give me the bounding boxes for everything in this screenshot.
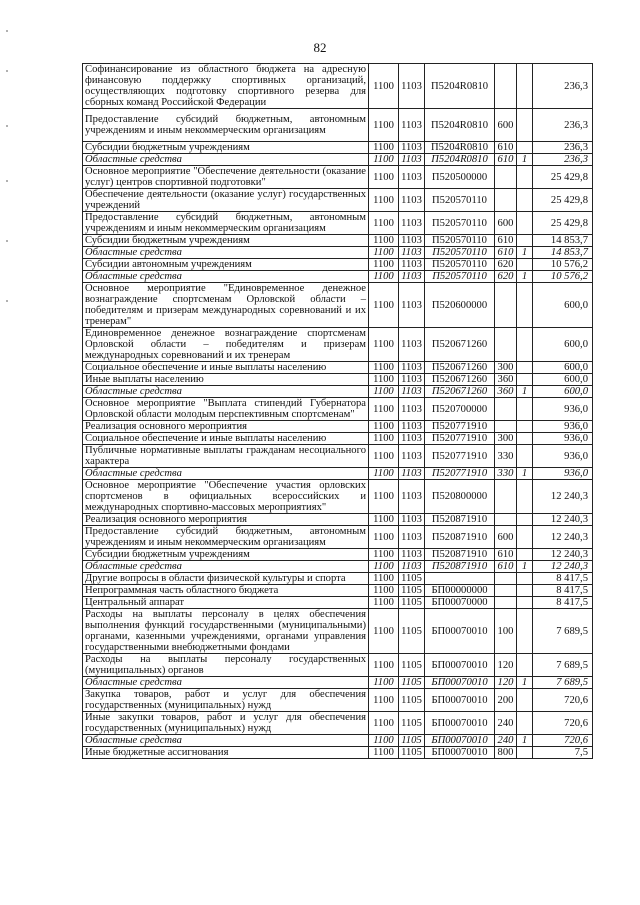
funding-source-code: 1 (517, 271, 533, 283)
subsection-code: 1103 (399, 259, 425, 271)
table-row (83, 259, 593, 271)
target-article-code (425, 573, 495, 585)
target-article-code: П520671260 (425, 328, 495, 362)
funding-source-code (517, 374, 533, 386)
section-code: 1100 (369, 166, 399, 189)
amount: 10 576,2 (533, 259, 593, 271)
amount: 7 689,5 (533, 677, 593, 689)
subsection-code: 1105 (399, 597, 425, 609)
subsection-code: 1105 (399, 654, 425, 677)
subsection-code: 1103 (399, 398, 425, 421)
target-article-code: П520771910 (425, 445, 495, 468)
expense-type-code: 360 (495, 386, 517, 398)
expense-type-code: 610 (495, 154, 517, 166)
row-name: Областные средства (83, 271, 369, 283)
expense-type-code: 610 (495, 142, 517, 154)
funding-source-code: 1 (517, 561, 533, 573)
funding-source-code (517, 549, 533, 561)
section-code: 1100 (369, 735, 399, 747)
expense-type-code (495, 597, 517, 609)
funding-source-code (517, 189, 533, 212)
table-row (83, 597, 593, 609)
section-code: 1100 (369, 212, 399, 235)
subsection-code: 1103 (399, 283, 425, 328)
section-code: 1100 (369, 362, 399, 374)
row-name: Областные средства (83, 247, 369, 259)
page-number: 82 (313, 40, 327, 55)
table-row (83, 468, 593, 480)
section-code: 1100 (369, 328, 399, 362)
row-name: Социальное обеспечение и иные выплаты населению (83, 433, 369, 445)
funding-source-code (517, 445, 533, 468)
amount: 12 240,3 (533, 526, 593, 549)
funding-source-code (517, 64, 533, 109)
amount: 8 417,5 (533, 573, 593, 585)
section-code: 1100 (369, 235, 399, 247)
section-code: 1100 (369, 747, 399, 759)
funding-source-code (517, 235, 533, 247)
target-article-code: П520771910 (425, 421, 495, 433)
section-code: 1100 (369, 689, 399, 712)
funding-source-code (517, 747, 533, 759)
amount: 720,6 (533, 712, 593, 735)
subsection-code: 1103 (399, 212, 425, 235)
section-code: 1100 (369, 374, 399, 386)
amount: 12 240,3 (533, 480, 593, 514)
target-article-code: П520871910 (425, 514, 495, 526)
table-row (83, 526, 593, 549)
target-article-code: П520671260 (425, 386, 495, 398)
section-code: 1100 (369, 386, 399, 398)
row-name: Областные средства (83, 154, 369, 166)
funding-source-code (517, 259, 533, 271)
expense-type-code: 610 (495, 247, 517, 259)
target-article-code: П5204R0810 (425, 64, 495, 109)
funding-source-code: 1 (517, 677, 533, 689)
row-name: Расходы на выплаты персоналу государственных (муниципальных) органов (83, 654, 369, 677)
subsection-code: 1105 (399, 573, 425, 585)
table-row (83, 235, 593, 247)
subsection-code: 1103 (399, 247, 425, 259)
target-article-code: П520570110 (425, 247, 495, 259)
section-code: 1100 (369, 468, 399, 480)
row-name: Софинансирование из областного бюджета на адресную финансовую поддержку спортивных организаций, осуществляющих подготовку спортивного резерва для сборных команд Российской Федерации (83, 64, 369, 109)
expense-type-code: 360 (495, 374, 517, 386)
target-article-code: БП00070010 (425, 747, 495, 759)
section-code: 1100 (369, 271, 399, 283)
subsection-code: 1103 (399, 468, 425, 480)
table-row (83, 514, 593, 526)
target-article-code: БП00070010 (425, 677, 495, 689)
amount: 25 429,8 (533, 212, 593, 235)
funding-source-code (517, 398, 533, 421)
table-row (83, 654, 593, 677)
target-article-code: П520570110 (425, 235, 495, 247)
amount: 14 853,7 (533, 235, 593, 247)
amount: 600,0 (533, 374, 593, 386)
section-code: 1100 (369, 549, 399, 561)
target-article-code: БП00070000 (425, 597, 495, 609)
expense-type-code: 800 (495, 747, 517, 759)
funding-source-code (517, 142, 533, 154)
target-article-code: БП00070010 (425, 609, 495, 654)
row-name: Иные выплаты населению (83, 374, 369, 386)
table-row (83, 689, 593, 712)
section-code: 1100 (369, 247, 399, 259)
row-name: Иные бюджетные ассигнования (83, 747, 369, 759)
row-name: Расходы на выплаты персоналу в целях обеспечения выполнения функций государственными (муниципальными) органами, казенными учреждениями, органами управления государственными внебюджетными фондами (83, 609, 369, 654)
funding-source-code (517, 433, 533, 445)
funding-source-code (517, 480, 533, 514)
table-row (83, 433, 593, 445)
target-article-code: БП00070010 (425, 654, 495, 677)
section-code: 1100 (369, 398, 399, 421)
table-row (83, 445, 593, 468)
table-row (83, 212, 593, 235)
expense-type-code: 200 (495, 689, 517, 712)
row-name: Предоставление субсидий бюджетным, автономным учреждениям и иным некоммерческим организациям (83, 109, 369, 142)
expense-type-code: 240 (495, 712, 517, 735)
funding-source-code (517, 166, 533, 189)
table-row (83, 480, 593, 514)
section-code: 1100 (369, 526, 399, 549)
funding-source-code: 1 (517, 154, 533, 166)
amount: 7,5 (533, 747, 593, 759)
target-article-code: П5204R0810 (425, 109, 495, 142)
row-name: Реализация основного мероприятия (83, 421, 369, 433)
row-name: Предоставление субсидий бюджетным, автономным учреждениям и иным некоммерческим организациям (83, 212, 369, 235)
subsection-code: 1105 (399, 609, 425, 654)
table-row (83, 386, 593, 398)
amount: 10 576,2 (533, 271, 593, 283)
target-article-code: БП00000000 (425, 585, 495, 597)
amount: 236,3 (533, 64, 593, 109)
table-row (83, 271, 593, 283)
expense-type-code (495, 585, 517, 597)
amount: 236,3 (533, 154, 593, 166)
expense-type-code: 600 (495, 526, 517, 549)
funding-source-code (517, 283, 533, 328)
amount: 7 689,5 (533, 654, 593, 677)
target-article-code: П520871910 (425, 526, 495, 549)
funding-source-code (517, 526, 533, 549)
row-name: Областные средства (83, 386, 369, 398)
row-name: Субсидии бюджетным учреждениям (83, 235, 369, 247)
table-row (83, 421, 593, 433)
row-name: Областные средства (83, 468, 369, 480)
row-name: Предоставление субсидий бюджетным, автономным учреждениям и иным некоммерческим организациям (83, 526, 369, 549)
row-name: Основное мероприятие "Выплата стипендий Губернатора Орловской области молодым перспективным спортсменам" (83, 398, 369, 421)
amount: 12 240,3 (533, 549, 593, 561)
target-article-code: П520500000 (425, 166, 495, 189)
subsection-code: 1103 (399, 549, 425, 561)
table-row (83, 283, 593, 328)
expense-type-code: 610 (495, 561, 517, 573)
subsection-code: 1103 (399, 374, 425, 386)
table-row (83, 561, 593, 573)
funding-source-code (517, 514, 533, 526)
table-row (83, 398, 593, 421)
row-name: Социальное обеспечение и иные выплаты населению (83, 362, 369, 374)
row-name: Областные средства (83, 735, 369, 747)
expense-type-code (495, 328, 517, 362)
section-code: 1100 (369, 421, 399, 433)
target-article-code: П520771910 (425, 433, 495, 445)
amount: 600,0 (533, 283, 593, 328)
funding-source-code: 1 (517, 386, 533, 398)
table-row (83, 64, 593, 109)
subsection-code: 1103 (399, 166, 425, 189)
table-row (83, 573, 593, 585)
amount: 14 853,7 (533, 247, 593, 259)
target-article-code: П520871910 (425, 561, 495, 573)
section-code: 1100 (369, 109, 399, 142)
table-row (83, 189, 593, 212)
row-name: Областные средства (83, 677, 369, 689)
funding-source-code (517, 585, 533, 597)
expense-type-code (495, 166, 517, 189)
subsection-code: 1105 (399, 712, 425, 735)
subsection-code: 1103 (399, 561, 425, 573)
funding-source-code (517, 597, 533, 609)
funding-source-code (517, 609, 533, 654)
amount: 720,6 (533, 689, 593, 712)
amount: 8 417,5 (533, 585, 593, 597)
expense-type-code (495, 398, 517, 421)
table-row (83, 747, 593, 759)
subsection-code: 1103 (399, 514, 425, 526)
row-name: Закупка товаров, работ и услуг для обеспечения государственных (муниципальных) нужд (83, 689, 369, 712)
section-code: 1100 (369, 597, 399, 609)
section-code: 1100 (369, 573, 399, 585)
subsection-code: 1103 (399, 142, 425, 154)
row-name: Обеспечение деятельности (оказание услуг) государственных учреждений (83, 189, 369, 212)
table-row (83, 609, 593, 654)
section-code: 1100 (369, 480, 399, 514)
row-name: Областные средства (83, 561, 369, 573)
section-code: 1100 (369, 585, 399, 597)
expense-type-code: 120 (495, 654, 517, 677)
section-code: 1100 (369, 445, 399, 468)
target-article-code: П520570110 (425, 271, 495, 283)
target-article-code: П520671260 (425, 362, 495, 374)
subsection-code: 1103 (399, 433, 425, 445)
amount: 12 240,3 (533, 561, 593, 573)
row-name: Непрограммная часть областного бюджета (83, 585, 369, 597)
funding-source-code: 1 (517, 735, 533, 747)
section-code: 1100 (369, 154, 399, 166)
section-code: 1100 (369, 283, 399, 328)
subsection-code: 1105 (399, 689, 425, 712)
table-row (83, 166, 593, 189)
expense-type-code: 240 (495, 735, 517, 747)
table-row (83, 154, 593, 166)
table-row (83, 677, 593, 689)
expense-type-code (495, 514, 517, 526)
amount: 236,3 (533, 142, 593, 154)
section-code: 1100 (369, 259, 399, 271)
amount: 236,3 (533, 109, 593, 142)
amount: 600,0 (533, 386, 593, 398)
table-row (83, 328, 593, 362)
amount: 936,0 (533, 433, 593, 445)
section-code: 1100 (369, 677, 399, 689)
funding-source-code: 1 (517, 468, 533, 480)
amount: 936,0 (533, 398, 593, 421)
section-code: 1100 (369, 189, 399, 212)
amount: 12 240,3 (533, 514, 593, 526)
target-article-code: П520570110 (425, 259, 495, 271)
scan-specks (6, 30, 10, 330)
table-row (83, 109, 593, 142)
subsection-code: 1103 (399, 64, 425, 109)
section-code: 1100 (369, 712, 399, 735)
funding-source-code (517, 109, 533, 142)
row-name: Публичные нормативные выплаты гражданам несоциального характера (83, 445, 369, 468)
row-name: Субсидии автономным учреждениям (83, 259, 369, 271)
table-row (83, 549, 593, 561)
subsection-code: 1103 (399, 109, 425, 142)
expense-type-code: 100 (495, 609, 517, 654)
expense-type-code: 620 (495, 271, 517, 283)
section-code: 1100 (369, 142, 399, 154)
funding-source-code (517, 689, 533, 712)
expense-type-code (495, 573, 517, 585)
target-article-code: П520570110 (425, 212, 495, 235)
expense-type-code: 300 (495, 433, 517, 445)
row-name: Основное мероприятие "Единовременное денежное вознаграждение спортсменам Орловской области – победителям и призерам международных соревнований и их тренерам" (83, 283, 369, 328)
amount: 936,0 (533, 445, 593, 468)
table-row (83, 247, 593, 259)
row-name: Основное мероприятие "Обеспечение участия орловских спортсменов в официальных всероссийских и международных спортивно-массовых мероприятиях" (83, 480, 369, 514)
subsection-code: 1103 (399, 189, 425, 212)
subsection-code: 1105 (399, 747, 425, 759)
subsection-code: 1105 (399, 735, 425, 747)
funding-source-code (517, 712, 533, 735)
amount: 600,0 (533, 362, 593, 374)
table-row (83, 585, 593, 597)
subsection-code: 1103 (399, 154, 425, 166)
target-article-code: П520570110 (425, 189, 495, 212)
funding-source-code: 1 (517, 247, 533, 259)
row-name: Иные закупки товаров, работ и услуг для обеспечения государственных (муниципальных) нужд (83, 712, 369, 735)
row-name: Реализация основного мероприятия (83, 514, 369, 526)
table-row (83, 374, 593, 386)
funding-source-code (517, 328, 533, 362)
expense-type-code: 600 (495, 109, 517, 142)
subsection-code: 1103 (399, 328, 425, 362)
expense-type-code (495, 189, 517, 212)
target-article-code: П5204R0810 (425, 142, 495, 154)
funding-source-code (517, 421, 533, 433)
amount: 936,0 (533, 421, 593, 433)
expense-type-code: 610 (495, 549, 517, 561)
section-code: 1100 (369, 433, 399, 445)
table-row (83, 712, 593, 735)
funding-source-code (517, 212, 533, 235)
expense-type-code (495, 283, 517, 328)
row-name: Единовременное денежное вознаграждение спортсменам Орловской области – победителям и призерам международных соревнований и их тренерам (83, 328, 369, 362)
expense-type-code: 300 (495, 362, 517, 374)
row-name: Другие вопросы в области физической культуры и спорта (83, 573, 369, 585)
subsection-code: 1103 (399, 421, 425, 433)
subsection-code: 1103 (399, 362, 425, 374)
subsection-code: 1103 (399, 386, 425, 398)
expense-type-code: 330 (495, 468, 517, 480)
target-article-code: П520871910 (425, 549, 495, 561)
target-article-code: П520600000 (425, 283, 495, 328)
target-article-code: П5204R0810 (425, 154, 495, 166)
table-row (83, 362, 593, 374)
expense-type-code: 600 (495, 212, 517, 235)
row-name: Субсидии бюджетным учреждениям (83, 549, 369, 561)
section-code: 1100 (369, 514, 399, 526)
expense-type-code: 330 (495, 445, 517, 468)
amount: 720,6 (533, 735, 593, 747)
subsection-code: 1103 (399, 445, 425, 468)
subsection-code: 1103 (399, 480, 425, 514)
section-code: 1100 (369, 64, 399, 109)
target-article-code: П520800000 (425, 480, 495, 514)
row-name: Субсидии бюджетным учреждениям (83, 142, 369, 154)
expense-type-code: 610 (495, 235, 517, 247)
budget-table (82, 63, 593, 759)
amount: 7 689,5 (533, 609, 593, 654)
expense-type-code (495, 421, 517, 433)
row-name: Центральный аппарат (83, 597, 369, 609)
subsection-code: 1103 (399, 271, 425, 283)
amount: 8 417,5 (533, 597, 593, 609)
expense-type-code (495, 480, 517, 514)
funding-source-code (517, 654, 533, 677)
section-code: 1100 (369, 654, 399, 677)
table-row (83, 735, 593, 747)
target-article-code: БП00070010 (425, 689, 495, 712)
expense-type-code: 120 (495, 677, 517, 689)
subsection-code: 1105 (399, 585, 425, 597)
target-article-code: П520700000 (425, 398, 495, 421)
section-code: 1100 (369, 561, 399, 573)
amount: 25 429,8 (533, 189, 593, 212)
table-row (83, 142, 593, 154)
amount: 25 429,8 (533, 166, 593, 189)
row-name: Основное мероприятие "Обеспечение деятельности (оказание услуг) центров спортивной подготовки" (83, 166, 369, 189)
target-article-code: БП00070010 (425, 735, 495, 747)
table-body (83, 64, 593, 759)
target-article-code: П520671260 (425, 374, 495, 386)
subsection-code: 1105 (399, 677, 425, 689)
expense-type-code (495, 64, 517, 109)
target-article-code: БП00070010 (425, 712, 495, 735)
amount: 936,0 (533, 468, 593, 480)
amount: 600,0 (533, 328, 593, 362)
section-code: 1100 (369, 609, 399, 654)
funding-source-code (517, 362, 533, 374)
expense-type-code: 620 (495, 259, 517, 271)
subsection-code: 1103 (399, 526, 425, 549)
funding-source-code (517, 573, 533, 585)
target-article-code: П520771910 (425, 468, 495, 480)
subsection-code: 1103 (399, 235, 425, 247)
